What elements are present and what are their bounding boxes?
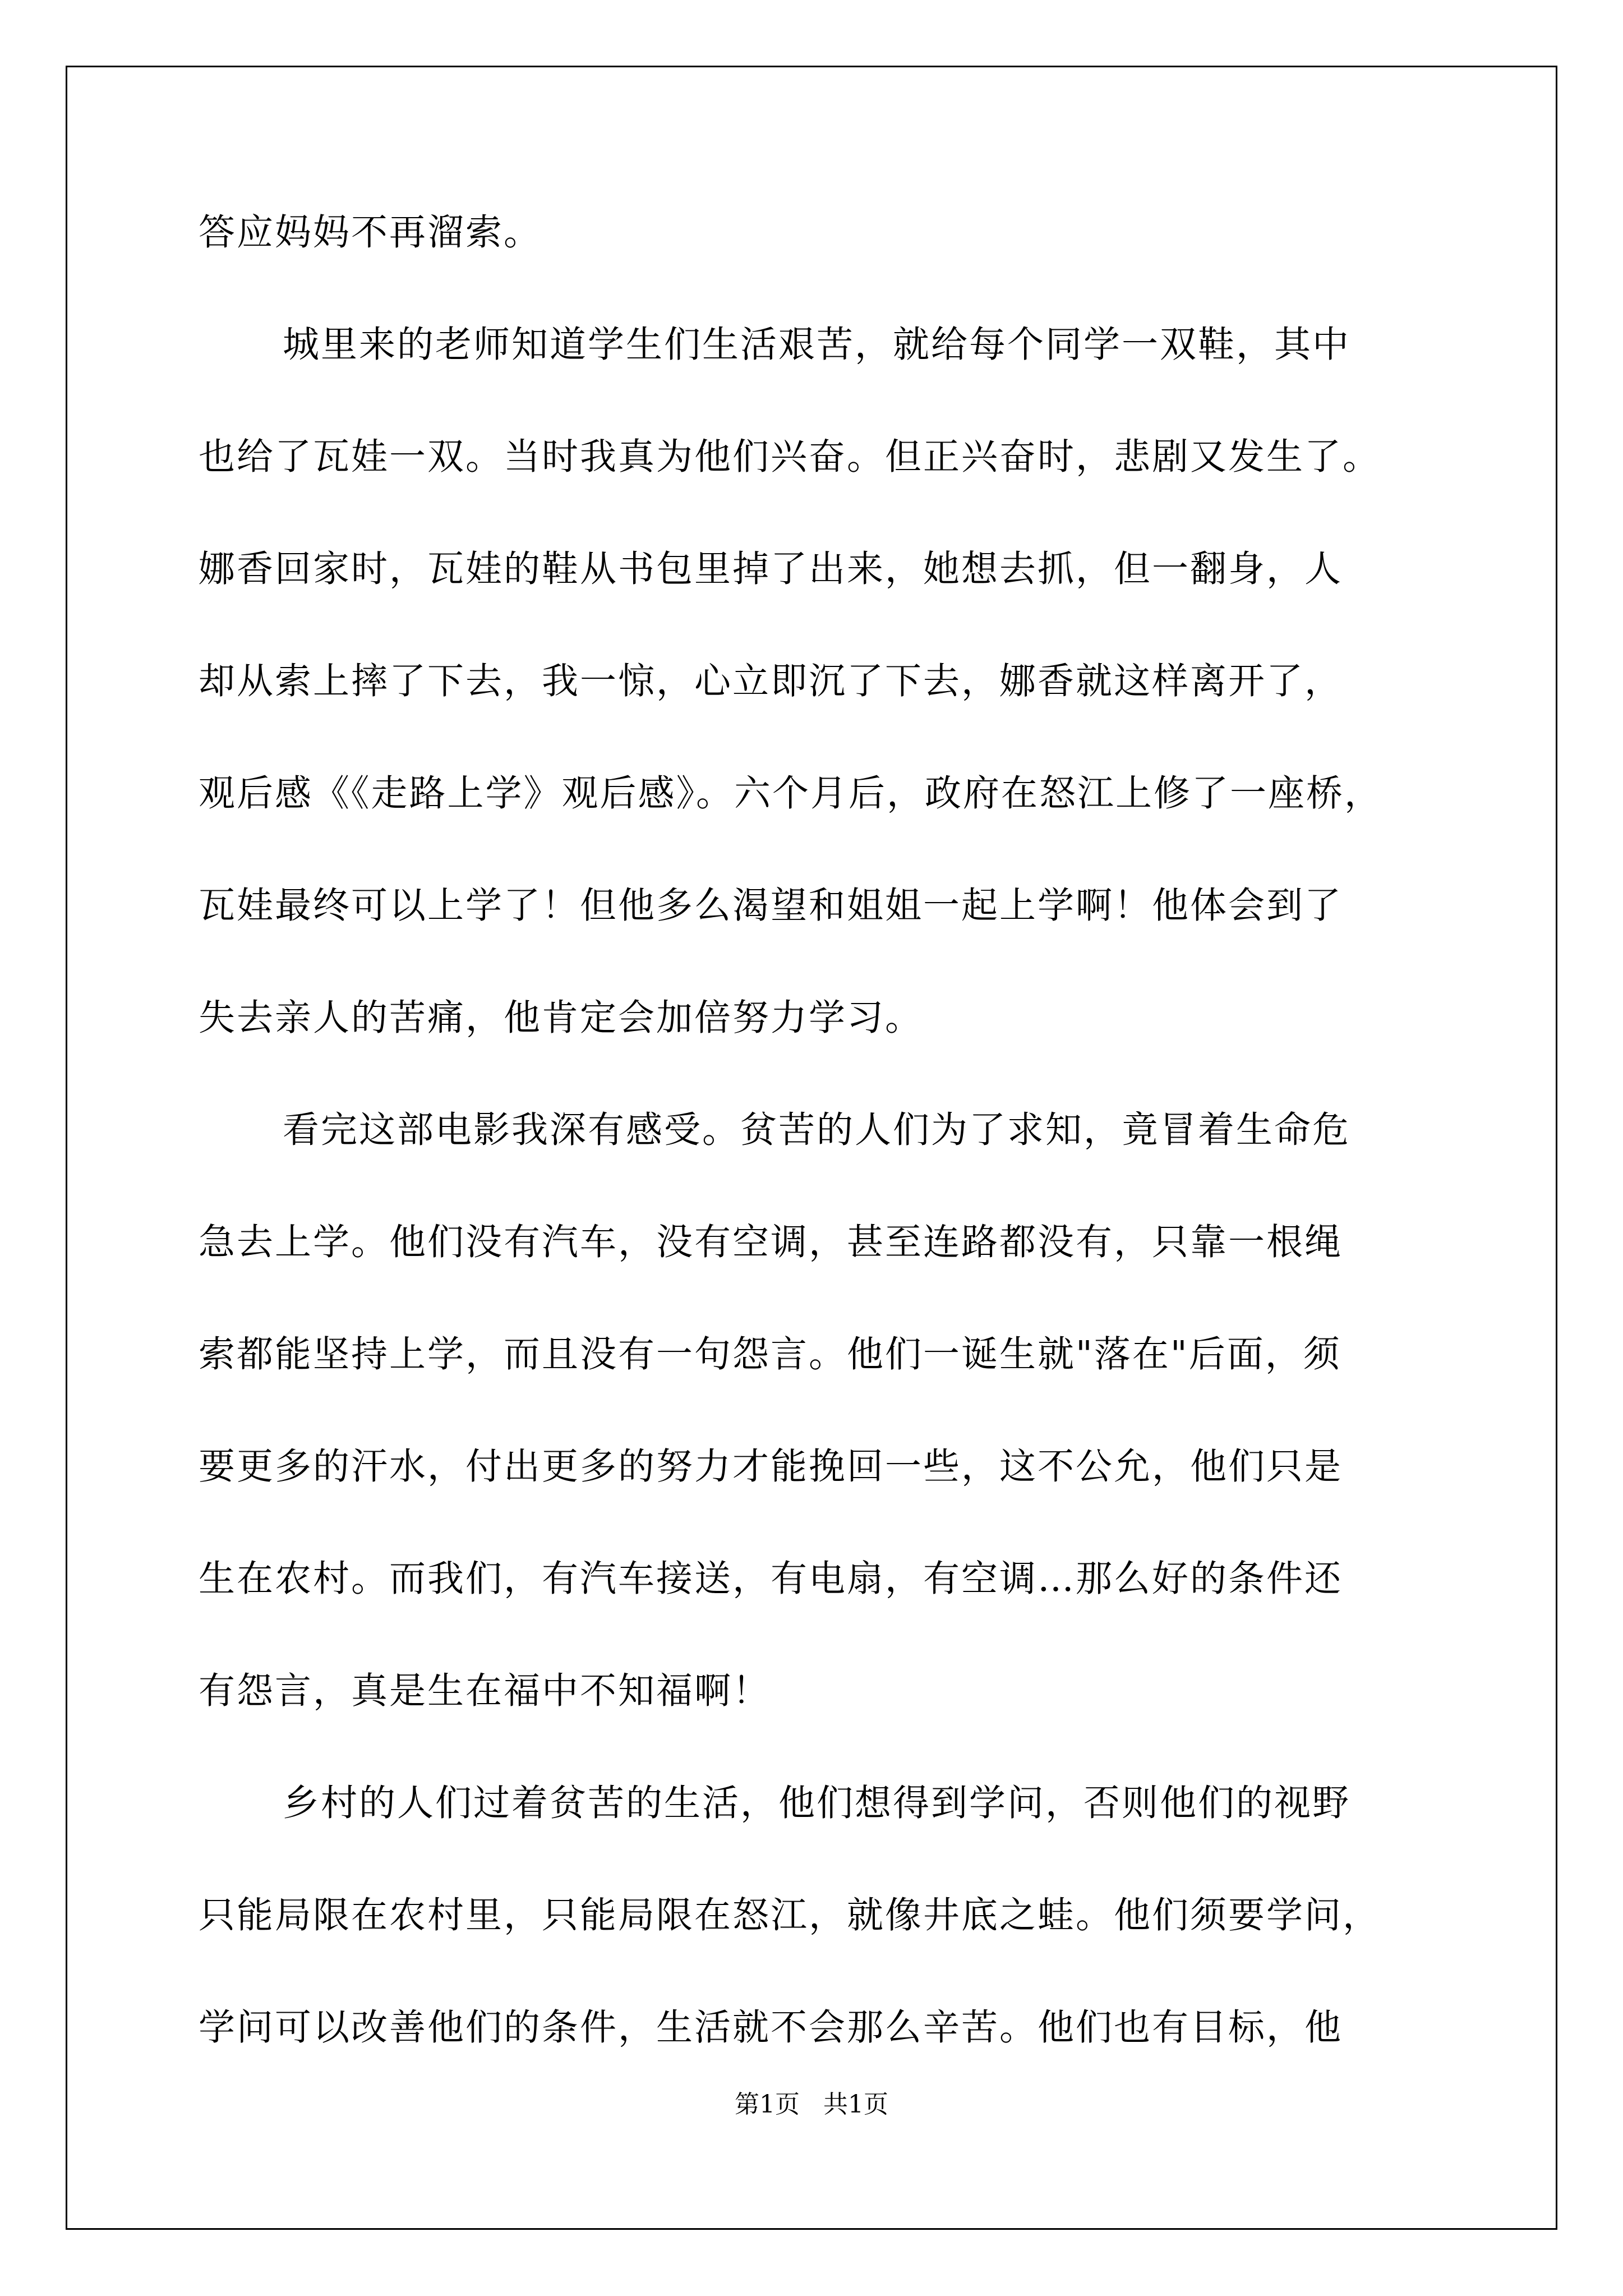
paragraph-first-line: 乡村的人们过着贫苦的生活，他们想得到学问，否则他们的视野	[283, 1782, 1351, 1824]
paragraph-first-line: 看完这部电影我深有感受。贫苦的人们为了求知，竟冒着生命危	[283, 1109, 1351, 1151]
text-line: 观后感《《走路上学》观后感》。六个月后，政府在怒江上修了一座桥，	[199, 772, 1383, 815]
text-line: 学问可以改善他们的条件，生活就不会那么辛苦。他们也有目标，他	[199, 2007, 1343, 2049]
text-line: 瓦娃最终可以上学了！但他多么渴望和姐姐一起上学啊！他体会到了	[199, 885, 1343, 927]
page-number-footer: 第1页 共1页	[735, 2090, 888, 2119]
text-line: 索都能坚持上学，而且没有一句怨言。他们一诞生就"落在"后面，须	[199, 1333, 1341, 1375]
text-line: 失去亲人的苦痛，他肯定会加倍努力学习。	[199, 997, 924, 1039]
paragraph-first-line: 城里来的老师知道学生们生活艰苦，就给每个同学一双鞋，其中	[283, 324, 1351, 366]
text-line: 要更多的汗水，付出更多的努力才能挽回一些，这不公允，他们只是	[199, 1446, 1343, 1488]
text-line: 生在农村。而我们，有汽车接送，有电扇，有空调…那么好的条件还	[199, 1558, 1343, 1600]
text-line: 只能局限在农村里，只能局限在怒江，就像井底之蛙。他们须要学问，	[199, 1894, 1381, 1936]
text-line: 却从索上摔了下去，我一惊，心立即沉了下去，娜香就这样离开了，	[199, 660, 1343, 702]
text-line: 也给了瓦娃一双。当时我真为他们兴奋。但正兴奋时，悲剧又发生了。	[199, 436, 1381, 478]
text-line: 娜香回家时，瓦娃的鞋从书包里掉了出来，她想去抓，但一翻身，人	[199, 548, 1343, 590]
text-line: 急去上学。他们没有汽车，没有空调，甚至连路都没有，只靠一根绳	[199, 1221, 1343, 1263]
text-line: 有怨言，真是生在福中不知福啊！	[199, 1670, 771, 1712]
text-line: 答应妈妈不再溜索。	[199, 211, 542, 254]
